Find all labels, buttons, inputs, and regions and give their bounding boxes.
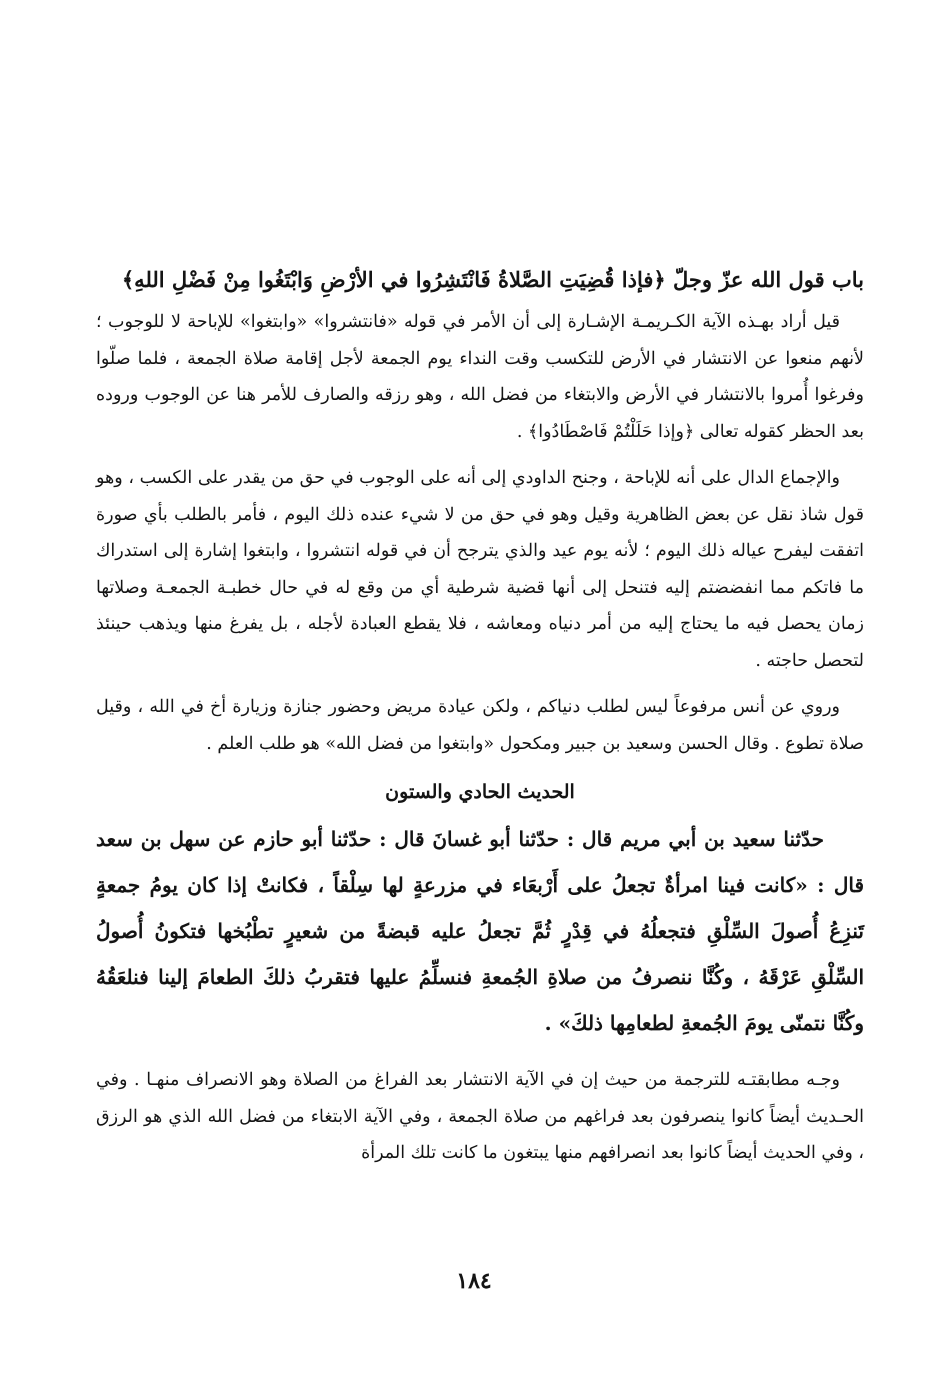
page-number: ١٨٤ (456, 1268, 492, 1294)
commentary-paragraph-3: وروي عن أنس مرفوعاً ليس لطلب دنياكم ، ولكن عيادة مريض وحضور جنازة وزيارة أخ في الله ، وقيل صلاة تطوع . وقال الحسن وسعيد بن جبير ومكحول «وابتغوا من فضل الله» هو طلب العلم . (96, 697, 864, 754)
chapter-title: باب قول الله عزّ وجلّ ﴿فإذا قُضِيَتِ الصَّلاةُ فَانْتَشِرُوا في الأرْضِ وَابْتَغُوا مِنْ فَضْلِ اللهِ﴾ (121, 267, 864, 292)
commentary-paragraph-2: والإجماع الدال على أنه للإباحة ، وجنح الداودي إلى أنه على الوجوب في حق من يقدر على الكسب ، وهو قول شاذ نقل عن بعض الظاهرية وقيل وهو في حق من لا شيء عنده ذلك اليوم ، فأمر بالطلب بأي صورة اتفقت ليفرح عياله ذلك اليوم ؛ لأنه يوم عيد والذي يترجح أن في قوله انتشروا ، وابتغوا إشارة إلى استدراك ما فاتكم مما انفضضتم إليه فتنحل إلى أنها قضية شرطية أي من وقع له في حال خطبـة الجمعـة وصلاتها زمان يحصل فيه ما يحتاج إليه من أمر دنياه ومعاشه ، فلا يقطع العبادة لأجله ، بل يفرغ منها ويذهب حينئذ لتحصل حاجته . (96, 468, 864, 671)
hadith-text: حدّثنا سعيد بن أبي مريم قال : حدّثنا أبو غسانَ قال : حدّثنا أبو حازم عن سهل بن سعد قال : «كانت فينا امرأةٌ تجعلُ على أَرْبعَاء في مزرعةٍ لها سِلْقاً ، فكانتْ إذا كان يومُ جمعةٍ تَنزِعُ أُصولَ السِّلْقِ فتجعلُهُ في قِدْرٍ ثُمَّ تجعلُ عليه قبضةً من شعيرٍ تطْبُخها فتكونُ أُصولُ السِّلْقِ عَرْقَهُ ، وكُنَّا ننصرفُ من صلاةِ الجُمعةِ فنسلِّمُ عليها فتقربُ ذلكَ الطعامَ إلينا فنلعَقُهُ وكُنَّا نتمنّى يومَ الجُمعةِ لطعامِها ذلكَ» . (96, 827, 864, 1035)
section-heading: الحديث الحادي والستون (385, 781, 575, 803)
page-body (96, 262, 864, 1182)
commentary-paragraph-1: قيل أراد بهـذه الآية الكـريمـة الإشـارة إلى أن الأمر في قوله «فانتشروا» «وابتغوا» للإباحة لا للوجوب ؛ لأنهم منعوا عن الانتشار في الأرض للتكسب وقت النداء يوم الجمعة لأجل إقامة صلاة الجمعة ، فلما صلّوا وفرغوا أُمروا بالانتشار في الأرض والابتغاء من فضل الله ، وهو رزقه والصارف للأمر هنا عن الوجوب وروده بعد الحظر كقوله تعالى ﴿وإذا حَلَلْتُمْ فَاصْطَادُوا﴾ . (96, 312, 865, 442)
closing-paragraph: وجـه مطابقتـه للترجمة من حيث إن في الآية الانتشار بعد الفراغ من الصلاة وهو الانصراف منهـا . وفي الحـديث أيضاً كانوا ينصرفون بعد فراغهم من صلاة الجمعة ، وفي الآية الابتغاء من فضل الله الذي هو الرزق ، وفي الحديث أيضاً كانوا بعد انصرافهم منها يبتغون ما كانت تلك المرأة (96, 1070, 864, 1163)
